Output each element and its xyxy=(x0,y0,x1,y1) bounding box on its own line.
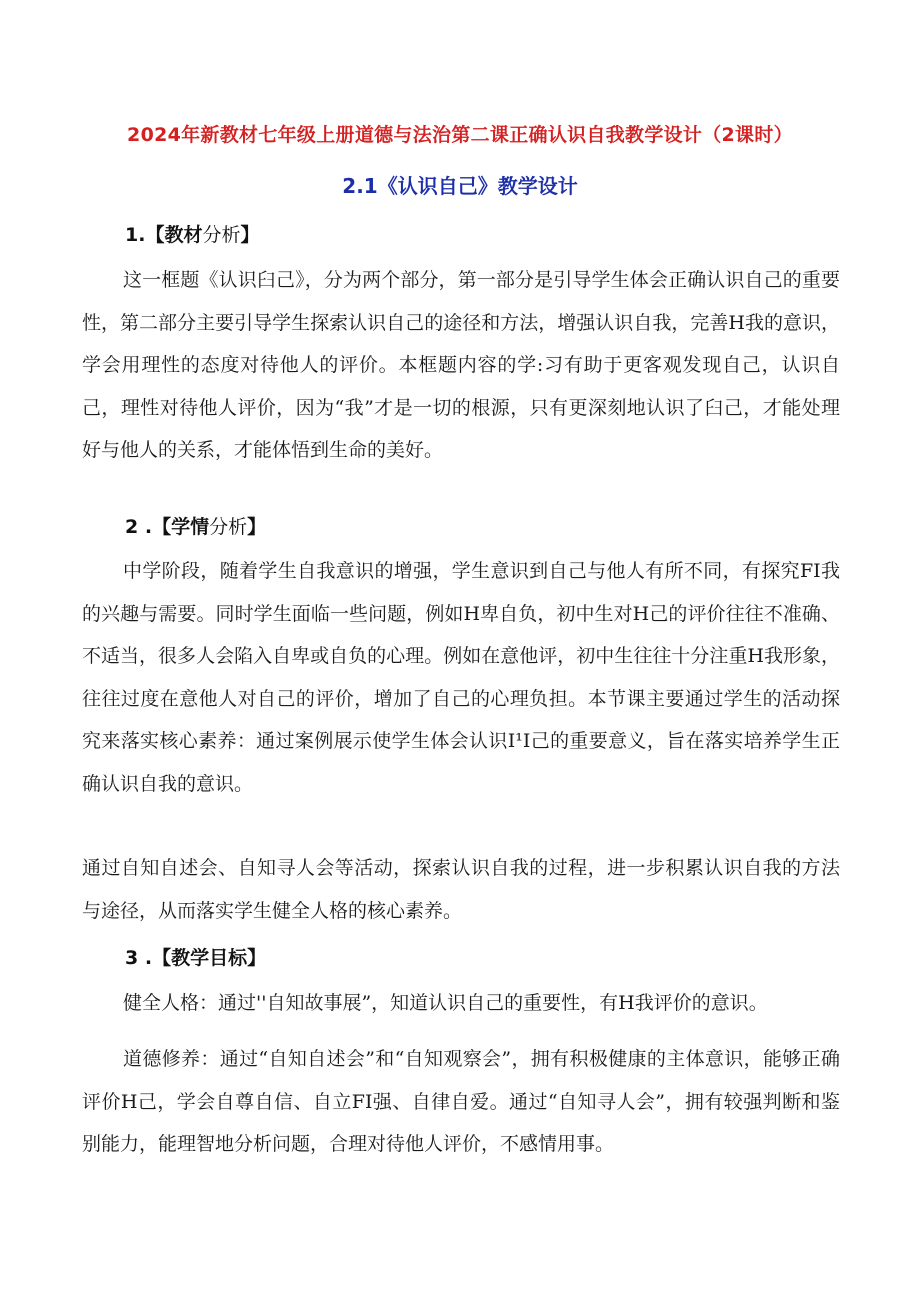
section-heading-end: 】 xyxy=(240,224,260,246)
section-number: 2 . xyxy=(125,516,153,538)
paragraph-learner-activities: 通过自知自述会、自知寻人会等活动，探索认识自我的过程，进一步积累认识自我的方法与途径，从而落实学生健全人格的核心素养。 xyxy=(82,857,840,922)
paragraph-textbook-analysis: 这一框题《认识臼己》，分为两个部分，第一部分是引导学生体会正确认识自己的重要性，第二部分主要引导学生探索认识自己的途径和方法，增强认识自我，完善H我的意识，学会用理性的态度对待他人的评价。本框题内容的学:习有助于更客观发现自己，认识自己，理性对待他人评价，因为“我”才是一切的根源，只有更深刻地认识了臼己，才能处理好与他人的关系，才能体悟到生命的美好。 xyxy=(82,269,840,461)
section-heading-learner-analysis xyxy=(125,512,266,539)
paragraph-learner-analysis: 中学阶段，随着学生自我意识的增强，学生意识到自己与他人有所不同，有探究FI我的兴趣与需要。同时学生面临一些问题，例如H卑自负，初中生对H己的评价往往不准确、不适当，很多人会陷入自卑或自负的心理。例如在意他评，初中生往往十分注重H我形象，往往过度在意他人对自己的评价，增加了自己的心理负担。本节课主要通过学生的活动探究来落实核心素养：通过案例展示使学生体会认识I¹I己的重要意义，旨在落实培养学生正确认识自我的意识。 xyxy=(82,560,840,795)
section-heading-textbook-analysis xyxy=(125,220,260,247)
section-heading-plain: 分析 xyxy=(209,516,248,538)
paragraph-goal-morality: 道德修养：通过“自知自述会”和“自知观察会”，拥有积极健康的主体意识，能够正确评价H己，学会自尊自信、自立FI强、自律自爱。通过“自知寻人会”，拥有较强判断和鉴别能力，能理智地分析问题，合理对待他人评价，不感情用事。 xyxy=(82,1048,840,1155)
section-heading-bold: 【教学目标】 xyxy=(152,947,267,969)
paragraph-goal-personality: 健全人格：通过''自知故事展”，知道认识自己的重要性，有H我评价的意识。 xyxy=(123,992,768,1014)
section-heading-bold: 【教材 xyxy=(145,224,203,246)
section-heading-teaching-goals xyxy=(125,943,266,970)
section-heading-plain: 分析 xyxy=(202,224,241,246)
section-heading-end: 】 xyxy=(247,516,267,538)
section-number: 3 . xyxy=(125,947,153,969)
document-title: 2024年新教材七年级上册道德与法治第二课正确认识自我教学设计（2课时） xyxy=(127,124,793,146)
section-heading-bold: 【学情 xyxy=(152,516,210,538)
lesson-subtitle: 2.1《认识自己》教学设计 xyxy=(342,174,578,198)
section-number: 1. xyxy=(125,224,146,246)
